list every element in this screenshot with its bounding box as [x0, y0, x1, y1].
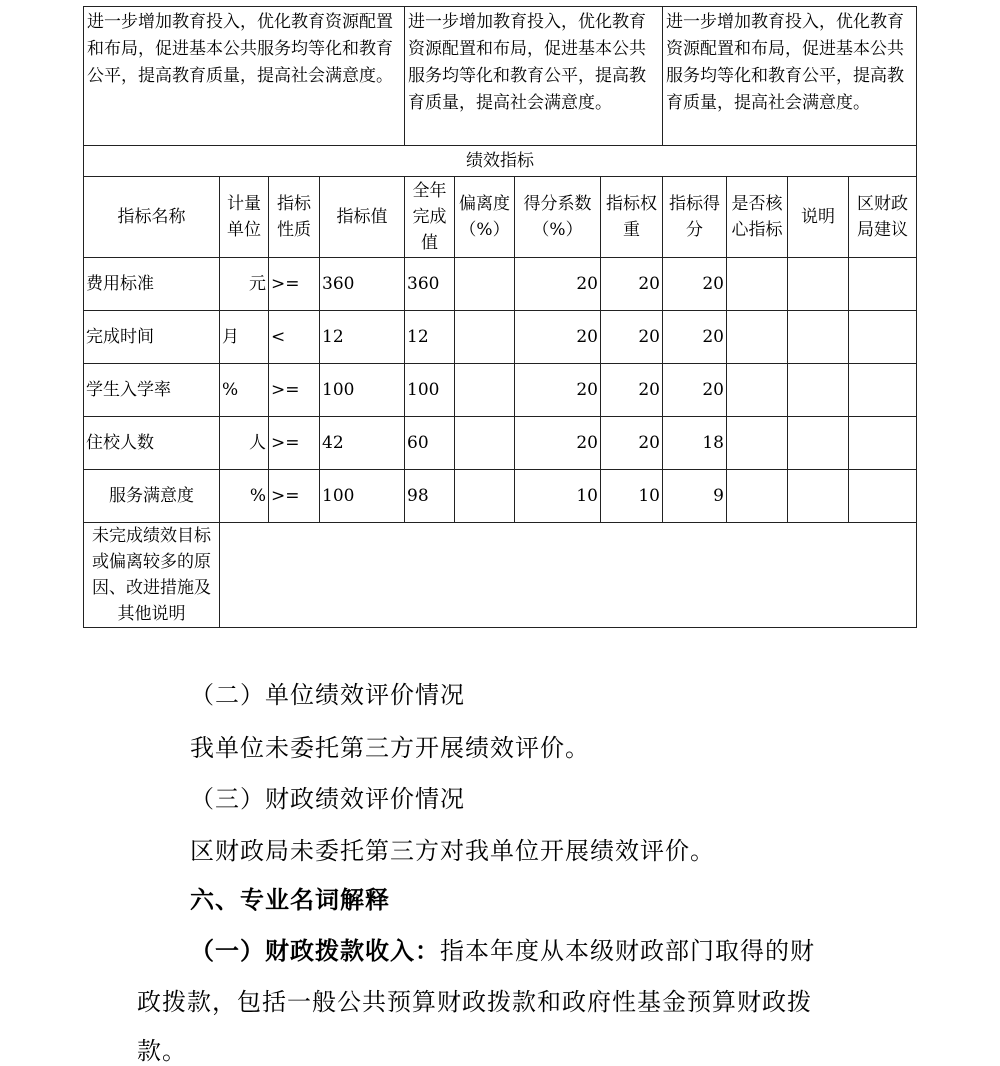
goal-cell-3: 进一步增加教育投入，优化教育资源配置和布局，促进基本公共服务均等化和教育公平，提高教育质量，提高社会满意度。	[663, 7, 917, 146]
remark	[788, 364, 849, 417]
unit: 月	[220, 311, 269, 364]
deviation	[455, 470, 515, 523]
score: 20	[663, 311, 727, 364]
heading-finance-evaluation: （三）财政绩效评价情况	[190, 785, 465, 813]
header-row	[84, 177, 917, 258]
score-coefficient: 10	[515, 470, 601, 523]
performance-table	[83, 6, 917, 628]
score-coefficient: 20	[515, 417, 601, 470]
score: 20	[663, 258, 727, 311]
score: 20	[663, 364, 727, 417]
indicator-name: 学生入学率	[84, 364, 220, 417]
nature: >=	[269, 258, 320, 311]
unit: %	[220, 364, 269, 417]
section-heading-terms: 六、专业名词解释	[190, 886, 390, 914]
term-definition-line-2: 政拨款，包括一般公共预算财政拨款和政府性基金预算财政拨	[137, 988, 812, 1016]
header-cell: 全年完成值	[405, 177, 455, 258]
header-cell: 说明	[788, 177, 849, 258]
unit: 元	[220, 258, 269, 311]
bureau-advice	[849, 258, 917, 311]
table-row	[84, 417, 917, 470]
nature: <	[269, 311, 320, 364]
is-core	[727, 364, 788, 417]
goal-cell-2: 进一步增加教育投入，优化教育资源配置和布局，促进基本公共服务均等化和教育公平，提高教育质量，提高社会满意度。	[405, 7, 663, 146]
actual-value: 360	[405, 258, 455, 311]
indicator-name: 完成时间	[84, 311, 220, 364]
deviation	[455, 311, 515, 364]
term-label: （一）财政拨款收入：	[190, 937, 440, 965]
unit: %	[220, 470, 269, 523]
remark	[788, 417, 849, 470]
heading-unit-evaluation: （二）单位绩效评价情况	[190, 681, 465, 709]
note-row	[84, 523, 917, 628]
weight: 20	[601, 311, 663, 364]
nature: >=	[269, 470, 320, 523]
header-cell: 偏离度（%）	[455, 177, 515, 258]
bureau-advice	[849, 364, 917, 417]
goal-row	[84, 7, 917, 146]
term-text: 指本年度从本级财政部门取得的财	[440, 937, 815, 965]
is-core	[727, 311, 788, 364]
paragraph-unit-evaluation: 我单位未委托第三方开展绩效评价。	[190, 734, 590, 762]
nature: >=	[269, 417, 320, 470]
is-core	[727, 470, 788, 523]
header-cell: 指标值	[320, 177, 405, 258]
nature: >=	[269, 364, 320, 417]
weight: 20	[601, 364, 663, 417]
actual-value: 12	[405, 311, 455, 364]
remark	[788, 470, 849, 523]
target-value: 100	[320, 470, 405, 523]
weight: 20	[601, 258, 663, 311]
header-cell: 得分系数（%）	[515, 177, 601, 258]
score-coefficient: 20	[515, 258, 601, 311]
weight: 20	[601, 417, 663, 470]
paragraph-finance-evaluation: 区财政局未委托第三方对我单位开展绩效评价。	[190, 837, 715, 865]
goal-cell-1: 进一步增加教育投入，优化教育资源配置和布局，促进基本公共服务均等化和教育公平，提高教育质量，提高社会满意度。	[84, 7, 405, 146]
table-row	[84, 470, 917, 523]
header-cell: 是否核心指标	[727, 177, 788, 258]
actual-value: 100	[405, 364, 455, 417]
deviation	[455, 417, 515, 470]
is-core	[727, 417, 788, 470]
note-label: 未完成绩效目标或偏离较多的原因、改进措施及其他说明	[84, 523, 220, 628]
score-coefficient: 20	[515, 364, 601, 417]
remark	[788, 311, 849, 364]
table-row	[84, 258, 917, 311]
table-row	[84, 364, 917, 417]
indicator-name: 服务满意度	[84, 470, 220, 523]
header-cell: 指标权重	[601, 177, 663, 258]
weight: 10	[601, 470, 663, 523]
is-core	[727, 258, 788, 311]
indicator-name: 费用标准	[84, 258, 220, 311]
header-cell: 计量单位	[220, 177, 269, 258]
table-row	[84, 311, 917, 364]
header-cell: 区财政局建议	[849, 177, 917, 258]
remark	[788, 258, 849, 311]
indicator-name: 住校人数	[84, 417, 220, 470]
target-value: 100	[320, 364, 405, 417]
bureau-advice	[849, 311, 917, 364]
bureau-advice	[849, 470, 917, 523]
target-value: 360	[320, 258, 405, 311]
actual-value: 98	[405, 470, 455, 523]
deviation	[455, 258, 515, 311]
header-cell: 指标性质	[269, 177, 320, 258]
section-title: 绩效指标	[84, 146, 917, 177]
target-value: 42	[320, 417, 405, 470]
score: 18	[663, 417, 727, 470]
target-value: 12	[320, 311, 405, 364]
term-definition-line-1	[190, 931, 1000, 966]
term-definition-line-3: 款。	[137, 1037, 187, 1065]
bureau-advice	[849, 417, 917, 470]
score-coefficient: 20	[515, 311, 601, 364]
score: 9	[663, 470, 727, 523]
note-content	[220, 523, 917, 628]
deviation	[455, 364, 515, 417]
header-cell: 指标得分	[663, 177, 727, 258]
actual-value: 60	[405, 417, 455, 470]
header-cell: 指标名称	[84, 177, 220, 258]
unit: 人	[220, 417, 269, 470]
